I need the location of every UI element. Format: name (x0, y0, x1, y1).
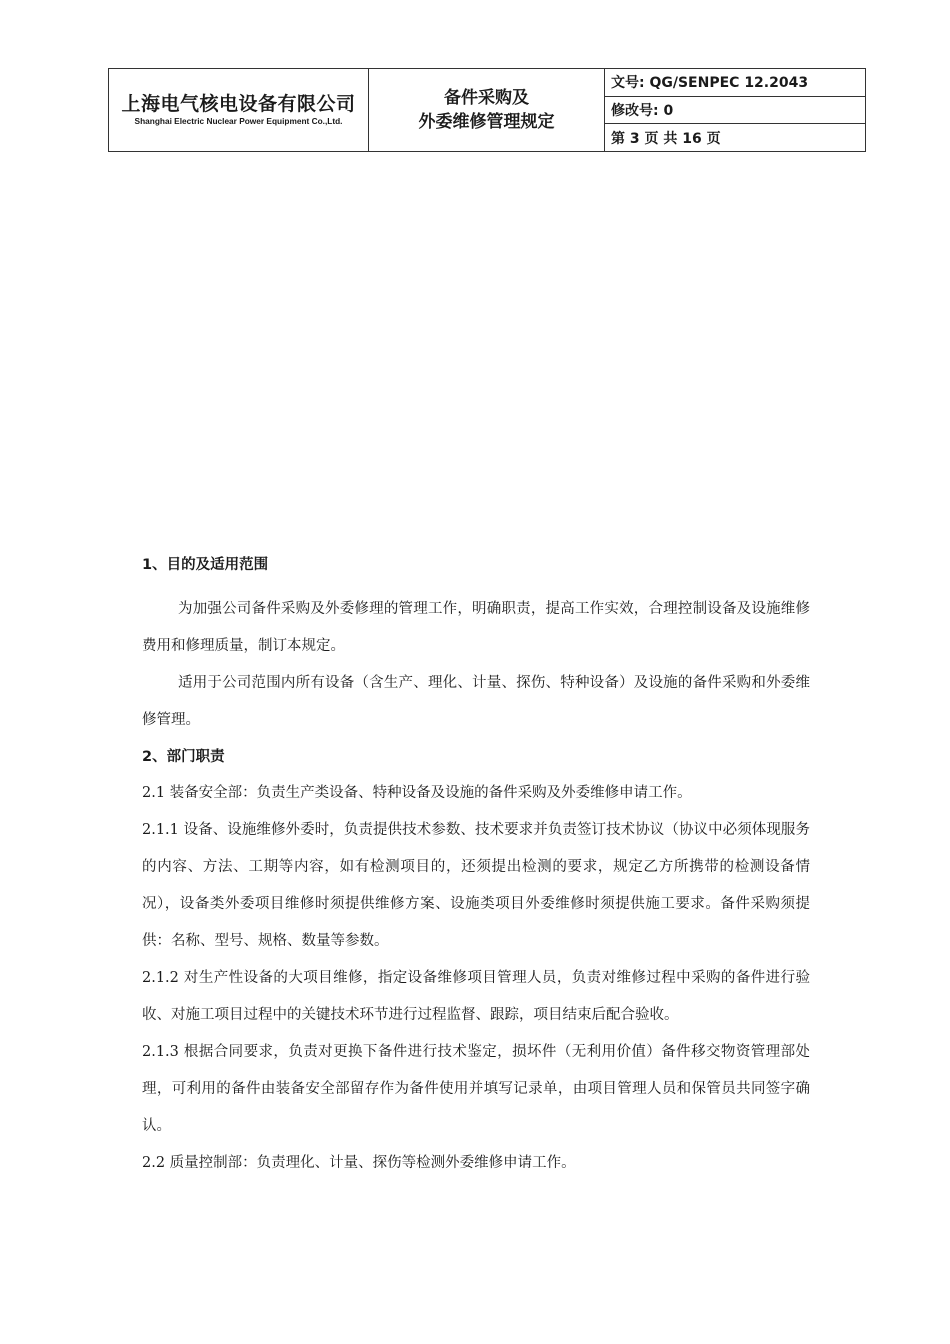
paragraph-2-1-1: 2.1.1 设备、设施维修外委时，负责提供技术参数、技术要求并负责签订技术协议（协议中必须体现服务的内容、方法、工期等内容，如有检测项目的，还须提出检测的要求，规定乙方所携带的检测设备情况），设备类外委项目维修时须提供维修方案、设施类项目外委维修时须提供施工要求。备件采购须提供：名称、型号、规格、数量等参数。 (142, 822, 810, 949)
section-heading-1: 1、目的及适用范围 (142, 557, 269, 573)
paragraph-scope: 适用于公司范围内所有设备（含生产、理化、计量、探伤、特种设备）及设施的备件采购和外委维修管理。 (142, 675, 810, 728)
revision-number: 修改号: 0 (605, 96, 865, 124)
company-name-cn: 上海电气核电设备有限公司 (121, 93, 356, 115)
document-number: 文号: QG/SENPEC 12.2043 (611, 75, 809, 92)
paragraph-purpose: 为加强公司备件采购及外委修理的管理工作，明确职责，提高工作实效，合理控制设备及设施维修费用和修理质量，制订本规定。 (142, 601, 810, 654)
paragraph-2-1: 2.1 装备安全部：负责生产类设备、特种设备及设施的备件采购及外委维修申请工作。 (142, 785, 692, 801)
page-number: 第 3 页 共 16 页 (605, 123, 865, 151)
paragraph-2-1-3: 2.1.3 根据合同要求，负责对更换下备件进行技术鉴定，损坏件（无利用价值）备件移交物资管理部处理，可利用的备件由装备安全部留存作为备件使用并填写记录单，由项目管理人员和保管员共同签字确认。 (142, 1044, 810, 1134)
document-info-cell (605, 69, 865, 151)
section-heading-2: 2、部门职责 (142, 749, 225, 765)
document-title-cell (369, 69, 605, 151)
document-body (142, 555, 810, 1182)
company-name-en: Shanghai Electric Nuclear Power Equipment Co.,Ltd. (134, 116, 343, 126)
document-header-table (108, 68, 866, 152)
document-title-line2: 外委维修管理规定 (418, 112, 555, 132)
company-cell (109, 69, 369, 151)
paragraph-2-2: 2.2 质量控制部：负责理化、计量、探伤等检测外委维修申请工作。 (142, 1155, 576, 1171)
document-title-line1: 备件采购及 (444, 88, 529, 108)
paragraph-2-1-2: 2.1.2 对生产性设备的大项目维修，指定设备维修项目管理人员，负责对维修过程中采购的备件进行验收、对施工项目过程中的关键技术环节进行过程监督、跟踪，项目结束后配合验收。 (142, 970, 810, 1023)
